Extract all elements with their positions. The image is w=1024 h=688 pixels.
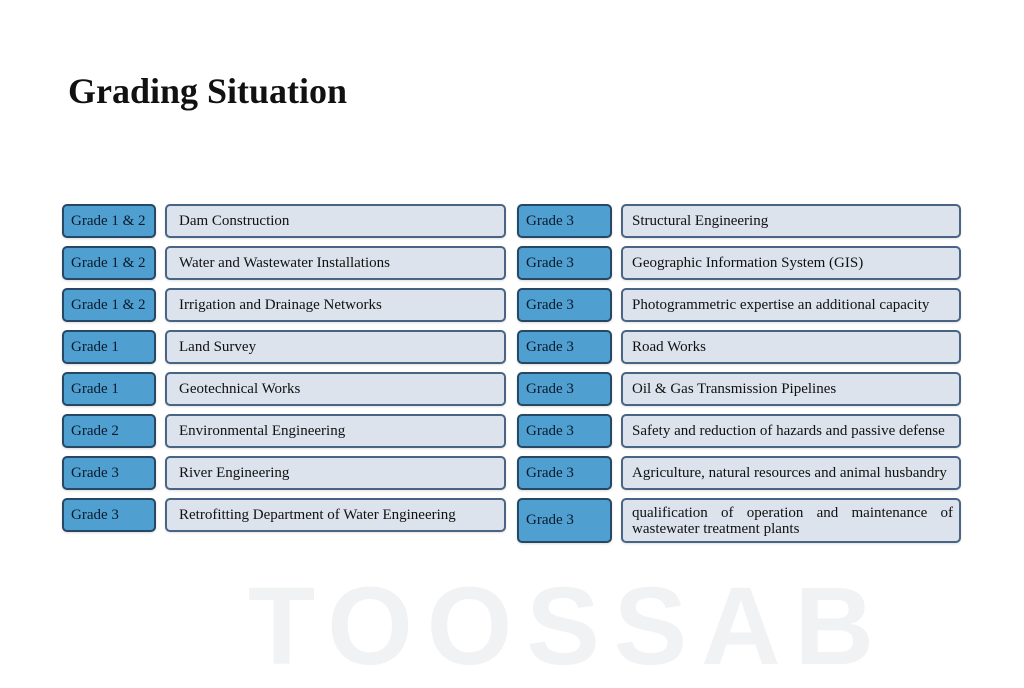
grade-badge: Grade 3 [517, 372, 612, 406]
grade-badge: Grade 3 [517, 246, 612, 280]
field-label: Retrofitting Department of Water Engineering [165, 498, 506, 532]
field-label: River Engineering [165, 456, 506, 490]
field-label: Structural Engineering [621, 204, 961, 238]
grade-badge: Grade 3 [517, 498, 612, 543]
field-label: Photogrammetric expertise an additional capacity [621, 288, 961, 322]
grade-badge: Grade 3 [517, 204, 612, 238]
field-label: Agriculture, natural resources and animal husbandry [621, 456, 961, 490]
grade-badge: Grade 3 [62, 498, 156, 532]
grade-badge: Grade 3 [517, 456, 612, 490]
field-label: Road Works [621, 330, 961, 364]
field-label: Irrigation and Drainage Networks [165, 288, 506, 322]
grade-badge: Grade 1 & 2 [62, 246, 156, 280]
field-label: qualification of operation and maintenance of wastewater treatment plants [621, 498, 961, 543]
grade-badge: Grade 3 [517, 330, 612, 364]
grade-badge: Grade 3 [517, 414, 612, 448]
grade-badge: Grade 1 & 2 [62, 204, 156, 238]
field-label: Water and Wastewater Installations [165, 246, 506, 280]
page-title: Grading Situation [68, 71, 348, 111]
field-label: Land Survey [165, 330, 506, 364]
grade-badge: Grade 3 [62, 456, 156, 490]
grade-badge: Grade 1 [62, 372, 156, 406]
grade-badge: Grade 1 [62, 330, 156, 364]
field-label: Environmental Engineering [165, 414, 506, 448]
grade-badge: Grade 3 [517, 288, 612, 322]
watermark: TOOSSAB [248, 565, 888, 688]
grade-badge: Grade 2 [62, 414, 156, 448]
field-label: Oil & Gas Transmission Pipelines [621, 372, 961, 406]
field-label: Geographic Information System (GIS) [621, 246, 961, 280]
field-label: Safety and reduction of hazards and passive defense [621, 414, 961, 448]
field-label: Geotechnical Works [165, 372, 506, 406]
grade-badge: Grade 1 & 2 [62, 288, 156, 322]
field-label: Dam Construction [165, 204, 506, 238]
